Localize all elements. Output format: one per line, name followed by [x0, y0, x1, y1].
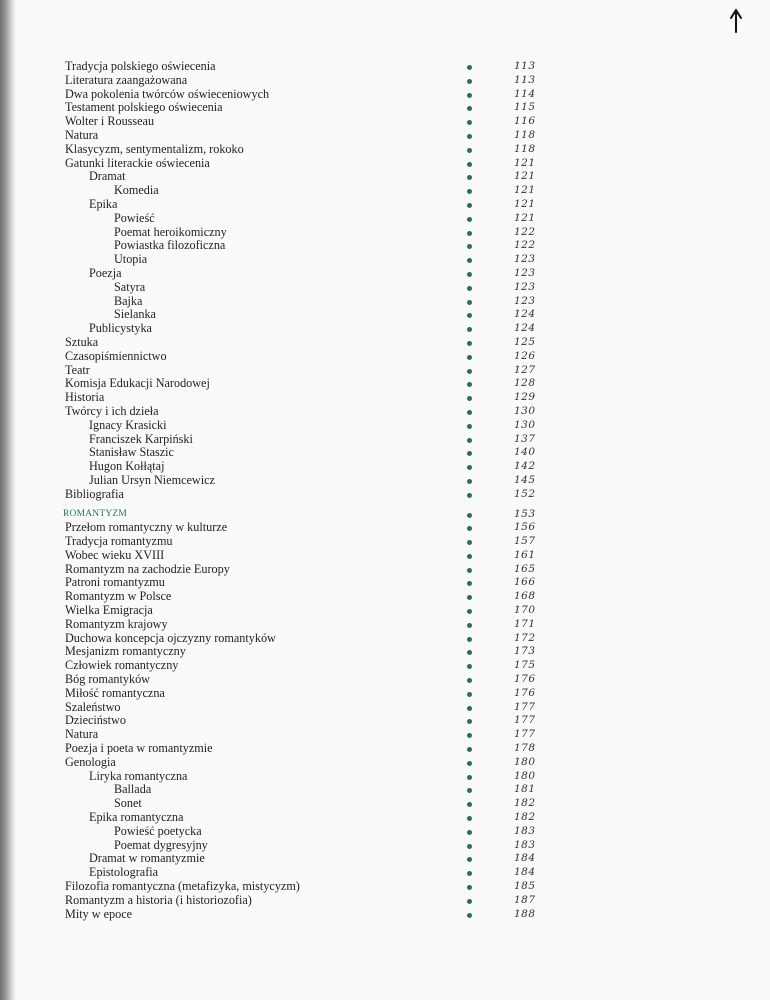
bullet-dot-icon	[467, 162, 472, 167]
toc-entry-title: Powieść	[114, 210, 155, 225]
bullet-dot-icon	[467, 189, 472, 194]
bullet-dot-icon	[467, 623, 472, 628]
toc-entry	[0, 659, 770, 673]
bullet-dot-icon	[467, 775, 472, 780]
bullet-dot-icon	[467, 438, 472, 443]
bullet-dot-icon	[467, 650, 472, 655]
bullet-dot-icon	[467, 761, 472, 766]
toc-entry-title: Romantyzm na zachodzie Europy	[65, 561, 230, 576]
toc-entry	[0, 198, 770, 212]
toc-page-number: 128	[514, 377, 536, 390]
bullet-dot-icon	[467, 830, 472, 835]
toc-page-number: 175	[514, 659, 536, 672]
toc-entry-title: Ignacy Krasicki	[89, 417, 167, 432]
toc-entry	[0, 336, 770, 350]
toc-page-number: 176	[514, 686, 536, 699]
toc-page-number: 170	[514, 604, 536, 617]
toc-entry-title: Tradycja romantyzmu	[65, 534, 173, 549]
bullet-dot-icon	[467, 231, 472, 236]
toc-page-number: 181	[514, 783, 536, 796]
bullet-dot-icon	[467, 465, 472, 470]
toc-entry	[0, 129, 770, 143]
bullet-dot-icon	[467, 788, 472, 793]
toc-page-number: 113	[514, 60, 536, 72]
toc-page-number: 182	[514, 811, 536, 824]
bullet-dot-icon	[467, 581, 472, 586]
toc-entry	[0, 212, 770, 226]
bullet-dot-icon	[467, 899, 472, 904]
toc-entry-title: Komedia	[114, 183, 159, 198]
toc-page-number: 142	[514, 460, 536, 473]
toc-entry	[0, 783, 770, 797]
toc-page-number: 122	[514, 225, 536, 238]
toc-page-number: 116	[514, 115, 536, 128]
toc-entry-title: Historia	[65, 390, 105, 405]
toc-entry-title: Romantyzm w Polsce	[65, 589, 172, 604]
toc-entry	[0, 405, 770, 419]
toc-page-number: 115	[514, 101, 536, 114]
toc-entry-title: Czasopiśmiennictwo	[65, 348, 167, 363]
toc-entry-title: Ballada	[114, 782, 152, 797]
toc-entry-title: Twórcy i ich dzieła	[65, 403, 159, 418]
toc-entry-title: Dwa pokolenia twórców oświeceniowych	[65, 86, 270, 101]
toc-entry	[0, 618, 770, 632]
bullet-dot-icon	[467, 175, 472, 180]
toc-page-number: 177	[514, 714, 536, 727]
toc-page-number: 127	[514, 363, 536, 376]
toc-page-number: 152	[514, 487, 536, 500]
toc-entry	[0, 866, 770, 880]
toc-page-number: 188	[514, 907, 536, 920]
bullet-dot-icon	[467, 424, 472, 429]
toc-entry-title: Poemat dygresyjny	[114, 837, 208, 852]
bullet-dot-icon	[467, 369, 472, 374]
bullet-dot-icon	[467, 313, 472, 318]
toc-page-number: 183	[514, 824, 536, 837]
bullet-dot-icon	[467, 203, 472, 208]
toc-page-number: 137	[514, 432, 536, 445]
toc-page-number: 184	[514, 852, 536, 865]
toc-entry	[0, 880, 770, 894]
toc-entry	[0, 742, 770, 756]
toc-entry	[0, 377, 770, 391]
toc-entry-title: Franciszek Karpiński	[89, 431, 193, 446]
toc-entry-title: Epistolografia	[89, 865, 159, 880]
bullet-dot-icon	[467, 554, 472, 559]
toc-entry	[0, 143, 770, 157]
bullet-dot-icon	[467, 706, 472, 711]
toc-entry-title: Stanisław Staszic	[89, 445, 174, 460]
bullet-dot-icon	[467, 526, 472, 531]
toc-entry	[0, 101, 770, 115]
bullet-dot-icon	[467, 857, 472, 862]
bullet-dot-icon	[467, 327, 472, 332]
toc-entry-title: ROMANTYZM	[63, 508, 128, 519]
toc-entry-title: Teatr	[65, 362, 90, 377]
toc-entry	[0, 157, 770, 171]
toc-entry-title: Dramat w romantyzmie	[89, 851, 205, 866]
toc-entry-title: Patroni romantyzmu	[65, 575, 165, 590]
toc-entry-title: Epika romantyczna	[89, 810, 184, 825]
toc-entry-title: Liryka romantyczna	[89, 768, 188, 783]
toc-page-number: 118	[514, 128, 536, 141]
toc-entry-title: Hugon Kołłątaj	[89, 459, 165, 474]
toc-entry	[0, 728, 770, 742]
toc-entry-title: Powiastka filozoficzna	[114, 238, 226, 253]
toc-entry	[0, 460, 770, 474]
toc-entry	[0, 446, 770, 460]
toc-entry	[0, 281, 770, 295]
toc-entry-title: Poemat heroikomiczny	[114, 224, 227, 239]
bullet-dot-icon	[467, 79, 472, 84]
bullet-dot-icon	[467, 719, 472, 724]
toc-entry	[0, 908, 770, 922]
toc-entry-title: Wobec wieku XVIII	[65, 547, 165, 562]
toc-page-number: 161	[514, 548, 536, 561]
bullet-dot-icon	[467, 609, 472, 614]
toc-entry-title: Komisja Edukacji Narodowej	[65, 376, 210, 391]
bullet-dot-icon	[467, 244, 472, 249]
toc-entry	[0, 852, 770, 866]
toc-page-number: 182	[514, 797, 536, 810]
bullet-dot-icon	[467, 513, 472, 518]
toc-page-number: 177	[514, 728, 536, 741]
bullet-dot-icon	[467, 134, 472, 139]
bullet-dot-icon	[467, 355, 472, 360]
toc-entry-title: Sielanka	[114, 307, 156, 322]
toc-entry-title: Sonet	[114, 796, 142, 811]
toc-entry	[0, 391, 770, 405]
toc-entry	[0, 604, 770, 618]
toc-entry	[0, 687, 770, 701]
toc-entry-title: Duchowa koncepcja ojczyzny romantyków	[65, 630, 276, 645]
toc-entry-title: Sztuka	[65, 334, 99, 349]
bullet-dot-icon	[467, 493, 472, 498]
toc-entry-title: Genologia	[65, 754, 116, 769]
toc-entry-title: Wolter i Rousseau	[65, 114, 155, 129]
toc-page-number: 121	[514, 184, 536, 197]
toc-entry	[0, 632, 770, 646]
toc-page-number: 140	[514, 446, 536, 459]
bullet-dot-icon	[467, 871, 472, 876]
toc-entry-title: Wielka Emigracja	[65, 603, 153, 618]
toc-entry	[0, 267, 770, 281]
toc-entry	[0, 756, 770, 770]
toc-page-number: 124	[514, 308, 536, 321]
table-of-contents	[0, 60, 770, 921]
toc-page-number: 125	[514, 335, 536, 348]
bullet-dot-icon	[467, 93, 472, 98]
bullet-dot-icon	[467, 148, 472, 153]
toc-entry-title: Romantyzm krajowy	[65, 616, 168, 631]
toc-entry-title: Testament polskiego oświecenia	[65, 100, 223, 115]
bullet-dot-icon	[467, 678, 472, 683]
bullet-dot-icon	[467, 410, 472, 415]
toc-page-number: 121	[514, 170, 536, 183]
toc-entry	[0, 839, 770, 853]
toc-entry-title: Tradycja polskiego oświecenia	[65, 59, 216, 73]
toc-page-number: 183	[514, 838, 536, 851]
toc-page-number: 129	[514, 391, 536, 404]
toc-entry	[0, 295, 770, 309]
toc-page-number: 114	[514, 87, 536, 100]
toc-entry-title: Publicystyka	[89, 321, 152, 336]
toc-entry	[0, 549, 770, 563]
bullet-dot-icon	[467, 479, 472, 484]
toc-entry	[0, 488, 770, 502]
arrow-up-icon	[726, 6, 746, 36]
toc-entry-title: Natura	[65, 127, 99, 142]
bullet-dot-icon	[467, 217, 472, 222]
toc-entry-title: Julian Ursyn Niemcewicz	[89, 472, 215, 487]
toc-entry	[0, 673, 770, 687]
toc-entry	[0, 308, 770, 322]
toc-page-number: 153	[514, 507, 536, 520]
toc-page-number: 121	[514, 156, 536, 169]
toc-entry	[0, 88, 770, 102]
bullet-dot-icon	[467, 844, 472, 849]
toc-entry-title: Literatura zaangażowana	[65, 72, 188, 87]
toc-entry-title: Dramat	[89, 169, 126, 184]
toc-entry-title: Epika	[89, 196, 118, 211]
toc-page-number: 118	[514, 142, 536, 155]
bullet-dot-icon	[467, 341, 472, 346]
toc-entry	[0, 576, 770, 590]
toc-entry	[0, 811, 770, 825]
toc-entry-title: Romantyzm a historia (i historiozofia)	[65, 892, 252, 907]
bullet-dot-icon	[467, 396, 472, 401]
toc-page-number: 123	[514, 253, 536, 266]
toc-page-number: 121	[514, 197, 536, 210]
bullet-dot-icon	[467, 913, 472, 918]
toc-entry-title: Utopia	[114, 252, 148, 267]
toc-entry	[0, 714, 770, 728]
toc-page-number: 166	[514, 576, 536, 589]
bullet-dot-icon	[467, 802, 472, 807]
bullet-dot-icon	[467, 65, 472, 70]
toc-page-number: 180	[514, 755, 536, 768]
bullet-dot-icon	[467, 747, 472, 752]
toc-page-number: 123	[514, 280, 536, 293]
bullet-dot-icon	[467, 568, 472, 573]
toc-entry	[0, 170, 770, 184]
toc-entry	[0, 535, 770, 549]
toc-page-number: 113	[514, 73, 536, 86]
bullet-dot-icon	[467, 816, 472, 821]
toc-entry	[0, 894, 770, 908]
toc-entry	[0, 797, 770, 811]
toc-entry	[0, 770, 770, 784]
toc-entry	[0, 226, 770, 240]
bullet-dot-icon	[467, 637, 472, 642]
toc-entry-title: Gatunki literackie oświecenia	[65, 155, 210, 170]
toc-entry	[0, 115, 770, 129]
toc-entry	[0, 433, 770, 447]
toc-page-number: 130	[514, 404, 536, 417]
bullet-dot-icon	[467, 258, 472, 263]
toc-entry-title: Klasycyzm, sentymentalizm, rokoko	[65, 141, 244, 156]
bullet-dot-icon	[467, 286, 472, 291]
bullet-dot-icon	[467, 451, 472, 456]
toc-entry	[0, 825, 770, 839]
bullet-dot-icon	[467, 300, 472, 305]
bullet-dot-icon	[467, 664, 472, 669]
toc-entry-title: Poezja	[89, 265, 122, 280]
toc-entry-title: Miłość romantyczna	[65, 685, 165, 700]
bullet-dot-icon	[467, 885, 472, 890]
toc-entry	[0, 419, 770, 433]
toc-entry	[0, 253, 770, 267]
toc-entry	[0, 590, 770, 604]
toc-page-number: 168	[514, 590, 536, 603]
bullet-dot-icon	[467, 272, 472, 277]
toc-page-number: 177	[514, 700, 536, 713]
toc-entry-title: Filozofia romantyczna (metafizyka, mistycyzm)	[65, 879, 300, 894]
section-heading	[0, 508, 770, 522]
toc-page-number: 172	[514, 631, 536, 644]
toc-page-number: 124	[514, 322, 536, 335]
toc-entry-title: Dzieciństwo	[65, 713, 126, 728]
toc-entry	[0, 350, 770, 364]
toc-entry	[0, 701, 770, 715]
toc-page-number: 123	[514, 266, 536, 279]
bullet-dot-icon	[467, 106, 472, 111]
bullet-dot-icon	[467, 540, 472, 545]
toc-entry-title: Satyra	[114, 279, 146, 294]
toc-entry-title: Człowiek romantyczny	[65, 658, 179, 673]
bullet-dot-icon	[467, 120, 472, 125]
toc-page-number: 121	[514, 211, 536, 224]
toc-page-number: 156	[514, 521, 536, 534]
toc-entry-title: Powieść poetycka	[114, 823, 202, 838]
toc-page-number: 123	[514, 294, 536, 307]
toc-page-number: 176	[514, 673, 536, 686]
toc-entry	[0, 521, 770, 535]
toc-entry-title: Szaleństwo	[65, 699, 121, 714]
toc-page-number: 126	[514, 349, 536, 362]
toc-page-number: 145	[514, 473, 536, 486]
toc-page-number: 130	[514, 418, 536, 431]
toc-entry-title: Mesjanizm romantyczny	[65, 644, 186, 659]
bullet-dot-icon	[467, 692, 472, 697]
toc-entry-title: Bóg romantyków	[65, 672, 150, 687]
toc-page-number: 171	[514, 617, 536, 630]
toc-entry	[0, 60, 770, 74]
toc-page-number: 165	[514, 562, 536, 575]
toc-entry-title: Poezja i poeta w romantyzmie	[65, 741, 213, 756]
toc-page-number: 184	[514, 866, 536, 879]
toc-page-number: 187	[514, 893, 536, 906]
toc-entry-title: Mity w epoce	[65, 906, 133, 921]
toc-entry-title: Przełom romantyczny w kulturze	[65, 520, 228, 535]
bullet-dot-icon	[467, 595, 472, 600]
toc-page-number: 185	[514, 880, 536, 893]
toc-entry-title: Natura	[65, 727, 99, 742]
toc-entry	[0, 645, 770, 659]
toc-entry	[0, 563, 770, 577]
toc-page-number: 178	[514, 742, 536, 755]
toc-entry-title: Bajka	[114, 293, 143, 308]
toc-page-number: 122	[514, 239, 536, 252]
toc-page-number: 180	[514, 769, 536, 782]
toc-page-number: 173	[514, 645, 536, 658]
toc-entry	[0, 239, 770, 253]
bullet-dot-icon	[467, 382, 472, 387]
toc-entry	[0, 322, 770, 336]
bullet-dot-icon	[467, 733, 472, 738]
toc-entry	[0, 364, 770, 378]
toc-entry	[0, 474, 770, 488]
toc-page-number: 157	[514, 535, 536, 548]
toc-entry-title: Bibliografia	[65, 486, 124, 501]
toc-entry	[0, 74, 770, 88]
toc-entry	[0, 184, 770, 198]
